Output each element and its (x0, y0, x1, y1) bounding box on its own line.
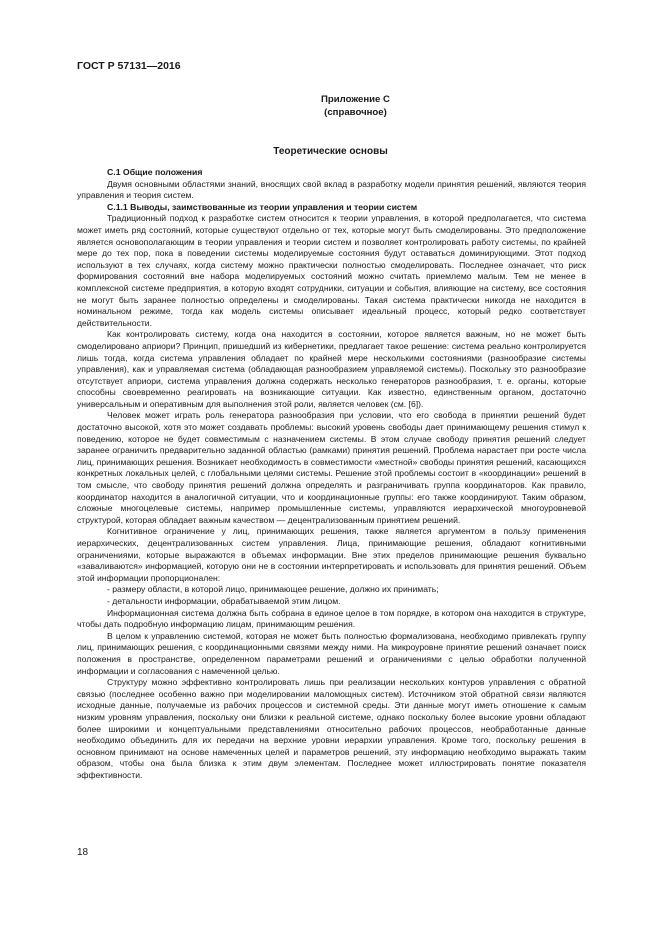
bullet-list (77, 584, 586, 607)
page-title: Теоретические основы (273, 146, 388, 157)
paragraph: Двумя основными областями знаний, вносящих свой вклад в разработку модели принятия решений, являются теория управления и теория систем. (77, 178, 586, 201)
appendix-type: (справочное) (324, 107, 387, 118)
paragraph: Информационная система должна быть собрана в единое целое в том порядке, в котором она находится в структуре, чтобы дать подробную информацию лицам, принимающим решения. (77, 607, 586, 630)
paragraph: В целом к управлению системой, которая не может быть полностью формализована, необходимо привлекать группу лиц, принимающих решения, с координационными связями между ними. На микроуровне принятие решений означает поиск положения в пространстве, определенном параметрами решений и ограничениями с целью обработки полученной информации и согласования с намеченной целью. (77, 630, 586, 676)
appendix-label-block (200, 93, 511, 119)
paragraph: Как контролировать систему, когда она находится в состоянии, которое является важным, но не может быть смоделировано априори? Принцип, пришедший из кибернетики, предлагает такое решение: система реально контролируется лишь тогда, когда система управления обладает по крайней мере несколькими состояниями (разнообразие системы управления), как и управляемая система (обладающая разнообразием управляемой системы). Поскольку это разнообразие отсутствует априори, система управления должна содержать несколько генераторов разнообразия, т. е. органы, которые способны своевременно реагировать на возникающие ситуации. Как известно, единственным органом, достаточно универсальным и оперативным для выполнения этой роли, является человек (см. [6]). (77, 329, 586, 409)
page-number: 18 (77, 847, 89, 858)
document-header: ГОСТ Р 57131—2016 (77, 60, 181, 72)
section-heading-c11: С.1.1 Выводы, заимствованные из теории управления и теории систем (107, 201, 418, 212)
paragraph: Человек может играть роль генератора разнообразия при условии, что его свобода в принятии решений будет достаточно высокой, хотя это может создавать проблемы: высокий уровень свободы дает принимающему решения стимул к поведению, которое не будет совместимым с назначением системы. В этом случае свободу принятия решений следует заранее ограничить предварительно заданной областью (рамками) принятия решений. Проблема нарастает при росте числа лиц, принимающих решения. Возникает необходимость в совместимости «местной» свободы принятия решений, касающихся конкретных локальных целей, с глобальными целями системы. Решение этой проблемы состоит в «координации» решений в том смысле, что свободу принятия решений должна определять и разграничивать группа координаторов. Как правило, координатор находится в аналогичной ситуации, что и координационные группы: его также координируют. Таким образом, сложные многоцелевые системы, например промышленные системы, управляются иерархической многоуровневой структурой, которая обладает важным качеством — децентрализованным принятием решений. (77, 410, 586, 525)
appendix-label: Приложение С (321, 94, 390, 105)
paragraph: Структуру можно эффективно контролировать лишь при реализации нескольких контуров управления с обратной связью (последнее особенно важно при моделировании маломощных систем). Источником этой обратной связи являются исходные данные, получаемые из рабочих процессов и системной среды. Эти данные могут иметь отношение к самым низким уровням управления, поскольку они близки к реальной системе, однако поскольку более высокие уровни обладают более широкими и концептуальными представлениями относительно рабочих процессов, необработанные данные необходимо объединить для их передачи на верхние уровни иерархии управления. Кроме того, поскольку решения в основном принимают на основе намеченных целей и параметров решений, эту информацию необходимо выражать таким образом, чтобы она была близка к этим двум элементам. Последнее может иллюстрировать понятие показателя эффективности. (77, 677, 586, 780)
section-heading-c1: С.1 Общие положения (107, 167, 203, 177)
paragraph: Традиционный подход к разработке систем относится к теории управления, в которой предполагается, что система может иметь ряд состояний, которые существуют отдельно от тех, которые могут быть смоделированы. Это предположение является основополагающим в теории управления и теории систем и позволяет контролировать работу системы, по крайней мере до тех пор, пока в поведении системы моделируемые состояния будут оставаться доминирующими. Этот подход используют в тех случаях, когда систему можно практически полностью смоделировать. Последнее означает, что риск формирования состояний вне набора моделируемых состояний можно считать приемлемо малым. Тем не менее в комплексной системе предприятия, в которую входят сотрудники, ситуации и события, влияющие на систему, все состояния не могут быть заранее полностью определены и смоделированы. Такая система практически никогда не находится в номинальном режиме, тогда как модель системы описывает идеальный процесс, который редко соответствует действительности. (77, 213, 586, 328)
list-item: - размеру области, в которой лицо, принимающее решение, должно их принимать; (107, 584, 439, 595)
document-body (77, 167, 586, 781)
list-item: - детальности информации, обрабатываемой этим лицом. (107, 595, 341, 606)
paragraph: Когнитивное ограничение у лиц, принимающих решения, также является аргументом в пользу применения иерархических, децентрализованных систем управления. Лица, принимающие решения, обладают когнитивными ограничениями, которые выражаются в объемах информации. Вне этих пределов принимающие решения буквально «заваливаются» информацией, которую они не в состоянии интерпретировать и использовать для принятия решений. Объем этой информации пропорционален: (77, 526, 586, 583)
